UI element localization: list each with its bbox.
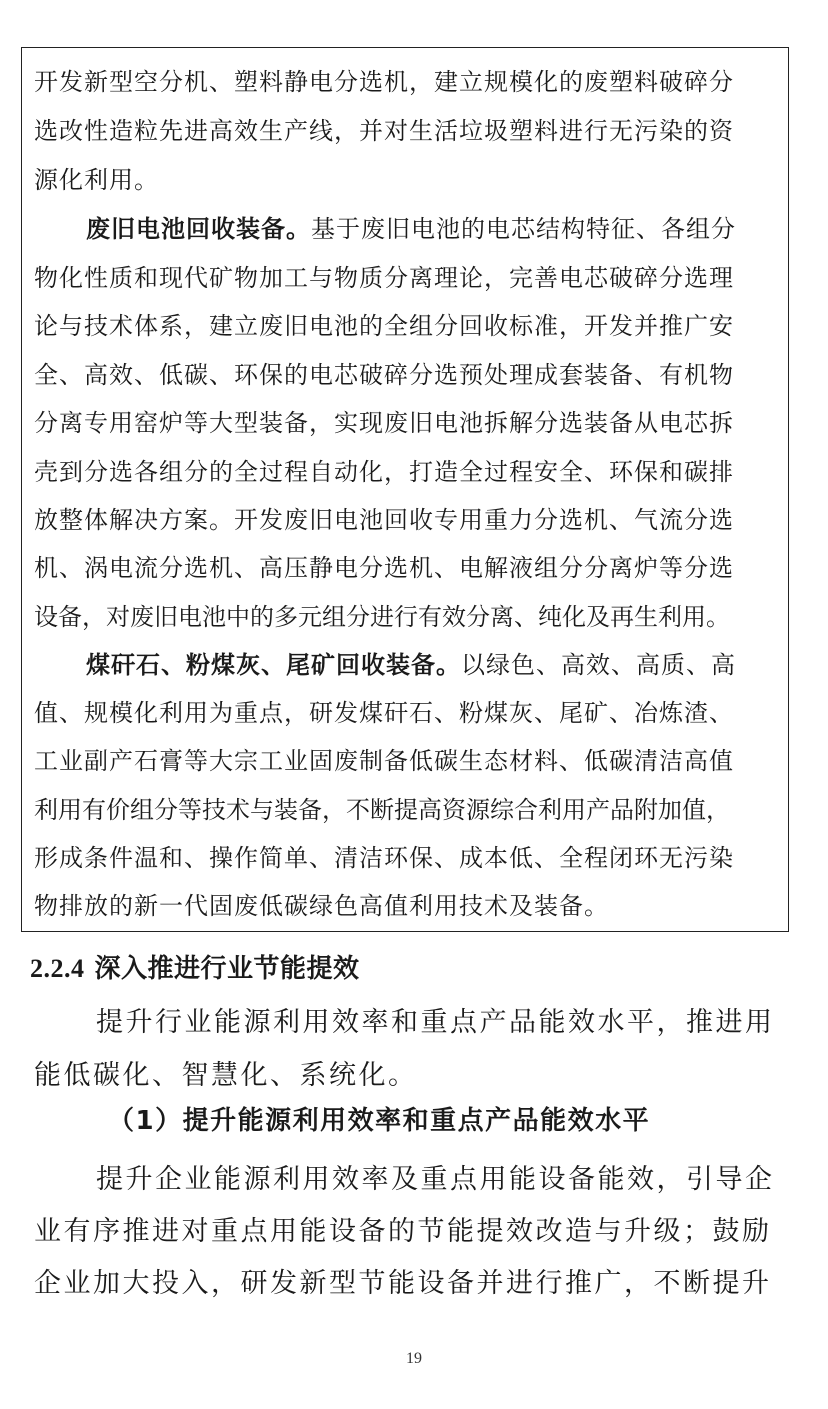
box-line: 开发新型空分机、塑料静电分选机，建立规模化的废塑料破碎分 [34,68,734,96]
body-line: 提升企业能源利用效率及重点用能设备能效，引导企 [96,1164,775,1195]
box-line: 工业副产石膏等大宗工业固废制备低碳生态材料、低碳清洁高值 [34,747,734,775]
coal-first-line [86,645,736,680]
box-line: 机、涡电流分选机、高压静电分选机、电解液组分分离炉等分选 [34,554,734,582]
page-number: 19 [406,1350,422,1367]
battery-first-line [86,209,736,244]
box-line: 论与技术体系，建立废旧电池的全组分回收标准，开发并推广安 [34,312,734,340]
section-title: 深入推进行业节能提效 [94,954,360,984]
battery-line-text: 基于废旧电池的电芯结构特征、各组分 [311,215,736,243]
body-line: 业有序推进对重点用能设备的节能提效改造与升级；鼓励 [34,1216,772,1247]
battery-title: 废旧电池回收装备。 [86,215,311,243]
box-line: 全、高效、低碳、环保的电芯破碎分选预处理成套装备、有机物 [34,361,734,389]
section-heading [30,948,360,985]
box-line: 分离专用窑炉等大型装备，实现废旧电池拆解分选装备从电芯拆 [34,409,734,437]
box-line: 形成条件温和、操作简单、清洁环保、成本低、全程闭环无污染 [34,844,734,872]
box-line: 利用有价组分等技术与装备，不断提高资源综合利用产品附加值， [34,796,730,824]
coal-line-text: 以绿色、高效、高质、高 [461,651,736,679]
box-line: 设备，对废旧电池中的多元组分进行有效分离、纯化及再生利用。 [34,603,730,631]
section-number: 2.2.4 [30,954,85,983]
box-line: 值、规模化利用为重点，研发煤矸石、粉煤灰、尾矿、冶炼渣、 [34,699,734,727]
box-line: 选改性造粒先进高效生产线，并对生活垃圾塑料进行无污染的资 [34,117,734,145]
body-line: 企业加大投入，研发新型节能设备并进行推广，不断提升 [34,1268,772,1299]
body-line: 能低碳化、智慧化、系统化。 [34,1060,418,1091]
subsection-heading: （1）提升能源利用效率和重点产品能效水平 [108,1106,651,1136]
box-line: 物排放的新一代固废低碳绿色高值利用技术及装备。 [34,892,609,920]
box-line: 放整体解决方案。开发废旧电池回收专用重力分选机、气流分选 [34,506,734,534]
coal-title: 煤矸石、粉煤灰、尾矿回收装备。 [86,651,461,679]
box-line: 壳到分选各组分的全过程自动化，打造全过程安全、环保和碳排 [34,458,734,486]
box-line: 物化性质和现代矿物加工与物质分离理论，完善电芯破碎分选理 [34,264,734,292]
box-line: 源化利用。 [34,166,159,194]
body-line: 提升行业能源利用效率和重点产品能效水平，推进用 [96,1007,775,1038]
